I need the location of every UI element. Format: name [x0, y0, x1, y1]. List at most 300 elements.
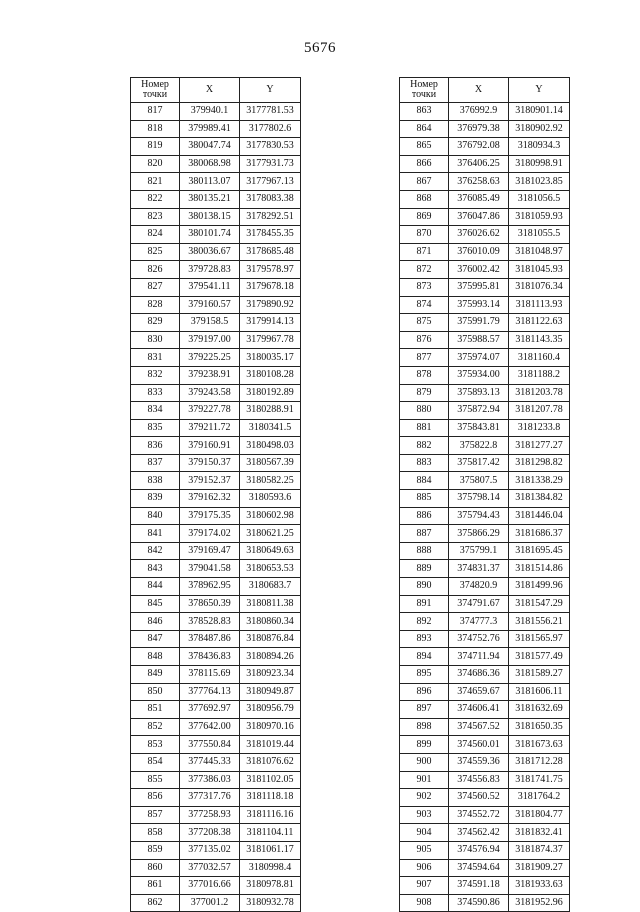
y-cell: 3181547.29	[509, 595, 570, 613]
y-cell: 3180894.26	[240, 648, 301, 666]
point-number-cell: 882	[400, 437, 449, 455]
x-cell: 374831.37	[449, 560, 509, 578]
point-number-cell: 907	[400, 877, 449, 895]
point-number-cell: 852	[131, 718, 180, 736]
point-number-cell: 843	[131, 560, 180, 578]
table-row	[131, 331, 301, 349]
y-cell: 3180970.16	[240, 718, 301, 736]
table-row	[131, 595, 301, 613]
table-row	[131, 173, 301, 191]
y-cell: 3181695.45	[509, 542, 570, 560]
header-y: Y	[509, 78, 570, 103]
x-cell: 379541.11	[180, 278, 240, 296]
table-row	[400, 331, 570, 349]
point-number-cell: 898	[400, 718, 449, 736]
y-cell: 3180956.79	[240, 701, 301, 719]
x-cell: 377692.97	[180, 701, 240, 719]
x-cell: 374820.9	[449, 578, 509, 596]
x-cell: 380135.21	[180, 190, 240, 208]
table-row	[131, 349, 301, 367]
x-cell: 375798.14	[449, 490, 509, 508]
y-cell: 3181632.69	[509, 701, 570, 719]
point-number-cell: 817	[131, 103, 180, 121]
x-cell: 376992.9	[449, 103, 509, 121]
point-number-cell: 859	[131, 841, 180, 859]
point-number-cell: 824	[131, 226, 180, 244]
point-number-cell: 865	[400, 138, 449, 156]
x-cell: 380138.15	[180, 208, 240, 226]
x-cell: 376026.62	[449, 226, 509, 244]
point-number-cell: 860	[131, 859, 180, 877]
table-row	[131, 190, 301, 208]
y-cell: 3181499.96	[509, 578, 570, 596]
table-row	[400, 314, 570, 332]
x-cell: 375974.07	[449, 349, 509, 367]
table-row	[400, 718, 570, 736]
table-row	[131, 226, 301, 244]
x-cell: 377016.66	[180, 877, 240, 895]
point-number-cell: 844	[131, 578, 180, 596]
x-cell: 376002.42	[449, 261, 509, 279]
x-cell: 379169.47	[180, 542, 240, 560]
table-row	[131, 419, 301, 437]
x-cell: 375993.14	[449, 296, 509, 314]
point-number-cell: 881	[400, 419, 449, 437]
table-row	[131, 454, 301, 472]
x-cell: 379197.00	[180, 331, 240, 349]
table-row	[131, 296, 301, 314]
y-cell: 3180593.6	[240, 490, 301, 508]
y-cell: 3181233.8	[509, 419, 570, 437]
point-number-cell: 841	[131, 525, 180, 543]
table-row	[400, 542, 570, 560]
header-point-number: Номер точки	[131, 78, 180, 103]
header-x: X	[180, 78, 240, 103]
point-number-cell: 857	[131, 806, 180, 824]
y-cell: 3180811.38	[240, 595, 301, 613]
y-cell: 3179678.18	[240, 278, 301, 296]
y-cell: 3177802.6	[240, 120, 301, 138]
table-row	[131, 103, 301, 121]
x-cell: 380101.74	[180, 226, 240, 244]
y-cell: 3181650.35	[509, 718, 570, 736]
x-cell: 379243.58	[180, 384, 240, 402]
point-number-cell: 823	[131, 208, 180, 226]
table-row	[131, 542, 301, 560]
x-cell: 375995.81	[449, 278, 509, 296]
y-cell: 3181298.82	[509, 454, 570, 472]
table-row	[131, 736, 301, 754]
y-cell: 3181764.2	[509, 789, 570, 807]
header-x: X	[449, 78, 509, 103]
table-row	[400, 243, 570, 261]
y-cell: 3181686.37	[509, 525, 570, 543]
table-row	[131, 753, 301, 771]
x-cell: 377258.93	[180, 806, 240, 824]
x-cell: 376792.08	[449, 138, 509, 156]
point-number-cell: 894	[400, 648, 449, 666]
table-row	[400, 841, 570, 859]
table-row	[131, 560, 301, 578]
x-cell: 376085.49	[449, 190, 509, 208]
y-cell: 3180932.78	[240, 894, 301, 912]
table-row	[131, 613, 301, 631]
table-row	[131, 578, 301, 596]
table-row	[400, 103, 570, 121]
table-row	[131, 894, 301, 912]
point-number-cell: 831	[131, 349, 180, 367]
x-cell: 378528.83	[180, 613, 240, 631]
y-cell: 3181102.05	[240, 771, 301, 789]
point-number-cell: 820	[131, 155, 180, 173]
point-number-cell: 902	[400, 789, 449, 807]
y-cell: 3181577.49	[509, 648, 570, 666]
point-number-cell: 868	[400, 190, 449, 208]
y-cell: 3181741.75	[509, 771, 570, 789]
x-cell: 376406.25	[449, 155, 509, 173]
table-row	[400, 771, 570, 789]
point-number-cell: 878	[400, 366, 449, 384]
x-cell: 377386.03	[180, 771, 240, 789]
point-number-cell: 825	[131, 243, 180, 261]
table-row	[131, 666, 301, 684]
point-number-cell: 890	[400, 578, 449, 596]
point-number-cell: 872	[400, 261, 449, 279]
y-cell: 3181045.93	[509, 261, 570, 279]
table-row	[400, 190, 570, 208]
point-number-cell: 897	[400, 701, 449, 719]
point-number-cell: 836	[131, 437, 180, 455]
point-number-cell: 883	[400, 454, 449, 472]
x-cell: 378650.39	[180, 595, 240, 613]
y-cell: 3181143.35	[509, 331, 570, 349]
x-cell: 374556.83	[449, 771, 509, 789]
x-cell: 377445.33	[180, 753, 240, 771]
point-number-cell: 845	[131, 595, 180, 613]
table-row	[131, 507, 301, 525]
x-cell: 377642.00	[180, 718, 240, 736]
x-cell: 378436.83	[180, 648, 240, 666]
x-cell: 374591.18	[449, 877, 509, 895]
point-number-cell: 848	[131, 648, 180, 666]
x-cell: 376258.63	[449, 173, 509, 191]
table-row	[400, 402, 570, 420]
table-row	[400, 859, 570, 877]
table-row	[400, 630, 570, 648]
y-cell: 3180934.3	[509, 138, 570, 156]
y-cell: 3181277.27	[509, 437, 570, 455]
point-number-cell: 903	[400, 806, 449, 824]
table-row	[400, 278, 570, 296]
coordinates-table-left	[130, 77, 301, 912]
table-row	[131, 841, 301, 859]
point-number-cell: 900	[400, 753, 449, 771]
y-cell: 3180923.34	[240, 666, 301, 684]
table-row	[131, 278, 301, 296]
y-cell: 3180602.98	[240, 507, 301, 525]
x-cell: 375991.79	[449, 314, 509, 332]
table-row	[400, 525, 570, 543]
point-number-cell: 842	[131, 542, 180, 560]
y-cell: 3181832.41	[509, 824, 570, 842]
table-row	[400, 419, 570, 437]
table-row	[131, 384, 301, 402]
x-cell: 378115.69	[180, 666, 240, 684]
point-number-cell: 830	[131, 331, 180, 349]
x-cell: 375866.29	[449, 525, 509, 543]
point-number-cell: 877	[400, 349, 449, 367]
table-row	[400, 507, 570, 525]
y-cell: 3181338.29	[509, 472, 570, 490]
table-row	[400, 824, 570, 842]
point-number-cell: 829	[131, 314, 180, 332]
page-number: 5676	[304, 40, 336, 56]
x-cell: 378487.86	[180, 630, 240, 648]
table-row	[400, 877, 570, 895]
table-row	[400, 173, 570, 191]
point-number-cell: 886	[400, 507, 449, 525]
point-number-cell: 838	[131, 472, 180, 490]
y-cell: 3180998.4	[240, 859, 301, 877]
y-cell: 3181207.78	[509, 402, 570, 420]
x-cell: 374606.41	[449, 701, 509, 719]
y-cell: 3181874.37	[509, 841, 570, 859]
y-cell: 3181909.27	[509, 859, 570, 877]
point-number-cell: 888	[400, 542, 449, 560]
point-number-cell: 849	[131, 666, 180, 684]
y-cell: 3180998.91	[509, 155, 570, 173]
table-row	[131, 472, 301, 490]
x-cell: 376047.86	[449, 208, 509, 226]
y-cell: 3180288.91	[240, 402, 301, 420]
y-cell: 3181116.16	[240, 806, 301, 824]
table-row	[131, 366, 301, 384]
table-row	[131, 525, 301, 543]
x-cell: 379211.72	[180, 419, 240, 437]
x-cell: 379160.57	[180, 296, 240, 314]
y-cell: 3180621.25	[240, 525, 301, 543]
point-number-cell: 895	[400, 666, 449, 684]
x-cell: 379175.35	[180, 507, 240, 525]
point-number-cell: 908	[400, 894, 449, 912]
point-number-cell: 876	[400, 331, 449, 349]
x-cell: 374590.86	[449, 894, 509, 912]
x-cell: 377001.2	[180, 894, 240, 912]
table-row	[131, 877, 301, 895]
table-row	[400, 789, 570, 807]
x-cell: 377550.84	[180, 736, 240, 754]
x-cell: 380068.98	[180, 155, 240, 173]
table-row	[400, 595, 570, 613]
x-cell: 375817.42	[449, 454, 509, 472]
table-row	[400, 560, 570, 578]
x-cell: 379174.02	[180, 525, 240, 543]
y-cell: 3181565.97	[509, 630, 570, 648]
y-cell: 3178685.48	[240, 243, 301, 261]
x-cell: 375794.43	[449, 507, 509, 525]
table-row	[400, 753, 570, 771]
table-row	[400, 384, 570, 402]
point-number-cell: 822	[131, 190, 180, 208]
point-number-cell: 854	[131, 753, 180, 771]
x-cell: 374560.01	[449, 736, 509, 754]
x-cell: 379158.5	[180, 314, 240, 332]
table-row	[400, 490, 570, 508]
point-number-cell: 874	[400, 296, 449, 314]
y-cell: 3181188.2	[509, 366, 570, 384]
table-row	[131, 261, 301, 279]
x-cell: 375843.81	[449, 419, 509, 437]
point-number-cell: 887	[400, 525, 449, 543]
y-cell: 3181076.34	[509, 278, 570, 296]
table-row	[400, 472, 570, 490]
point-number-cell: 875	[400, 314, 449, 332]
y-cell: 3180108.28	[240, 366, 301, 384]
point-number-cell: 847	[131, 630, 180, 648]
point-number-cell: 858	[131, 824, 180, 842]
x-cell: 379225.25	[180, 349, 240, 367]
point-number-cell: 850	[131, 683, 180, 701]
x-cell: 377208.38	[180, 824, 240, 842]
x-cell: 379041.58	[180, 560, 240, 578]
point-number-cell: 826	[131, 261, 180, 279]
table-row	[400, 648, 570, 666]
y-cell: 3181019.44	[240, 736, 301, 754]
x-cell: 374686.36	[449, 666, 509, 684]
point-number-cell: 855	[131, 771, 180, 789]
x-cell: 375934.00	[449, 366, 509, 384]
table-row	[131, 120, 301, 138]
header-point-number: Номер точки	[400, 78, 449, 103]
point-number-cell: 833	[131, 384, 180, 402]
x-cell: 380113.07	[180, 173, 240, 191]
y-cell: 3180567.39	[240, 454, 301, 472]
table-row	[131, 138, 301, 156]
table-row	[131, 208, 301, 226]
point-number-cell: 828	[131, 296, 180, 314]
point-number-cell: 873	[400, 278, 449, 296]
x-cell: 374752.76	[449, 630, 509, 648]
point-number-cell: 867	[400, 173, 449, 191]
x-cell: 377317.76	[180, 789, 240, 807]
x-cell: 375988.57	[449, 331, 509, 349]
table-row	[400, 138, 570, 156]
y-cell: 3180192.89	[240, 384, 301, 402]
table-row	[400, 155, 570, 173]
x-cell: 375893.13	[449, 384, 509, 402]
y-cell: 3180653.53	[240, 560, 301, 578]
point-number-cell: 856	[131, 789, 180, 807]
y-cell: 3181160.4	[509, 349, 570, 367]
y-cell: 3181804.77	[509, 806, 570, 824]
y-cell: 3179578.97	[240, 261, 301, 279]
y-cell: 3181122.63	[509, 314, 570, 332]
point-number-cell: 901	[400, 771, 449, 789]
y-cell: 3181061.17	[240, 841, 301, 859]
y-cell: 3181712.28	[509, 753, 570, 771]
point-number-cell: 871	[400, 243, 449, 261]
y-cell: 3179890.92	[240, 296, 301, 314]
table-row	[131, 824, 301, 842]
point-number-cell: 869	[400, 208, 449, 226]
table-row	[131, 314, 301, 332]
table-row	[400, 296, 570, 314]
y-cell: 3177830.53	[240, 138, 301, 156]
y-cell: 3180876.84	[240, 630, 301, 648]
point-number-cell: 840	[131, 507, 180, 525]
y-cell: 3181203.78	[509, 384, 570, 402]
x-cell: 374594.64	[449, 859, 509, 877]
y-cell: 3179967.78	[240, 331, 301, 349]
point-number-cell: 851	[131, 701, 180, 719]
x-cell: 374777.3	[449, 613, 509, 631]
y-cell: 3181056.5	[509, 190, 570, 208]
x-cell: 374711.94	[449, 648, 509, 666]
y-cell: 3180683.7	[240, 578, 301, 596]
x-cell: 378962.95	[180, 578, 240, 596]
x-cell: 379152.37	[180, 472, 240, 490]
table-row	[131, 859, 301, 877]
table-row	[400, 454, 570, 472]
point-number-cell: 839	[131, 490, 180, 508]
table-row	[131, 771, 301, 789]
point-number-cell: 889	[400, 560, 449, 578]
header-y: Y	[240, 78, 301, 103]
y-cell: 3180582.25	[240, 472, 301, 490]
table-row	[131, 155, 301, 173]
y-cell: 3181556.21	[509, 613, 570, 631]
x-cell: 379728.83	[180, 261, 240, 279]
table-row	[131, 701, 301, 719]
point-number-cell: 879	[400, 384, 449, 402]
y-cell: 3178083.38	[240, 190, 301, 208]
point-number-cell: 885	[400, 490, 449, 508]
point-number-cell: 891	[400, 595, 449, 613]
point-number-cell: 880	[400, 402, 449, 420]
table-row	[400, 366, 570, 384]
table-row	[131, 630, 301, 648]
y-cell: 3181055.5	[509, 226, 570, 244]
point-number-cell: 837	[131, 454, 180, 472]
table-row	[400, 736, 570, 754]
x-cell: 377764.13	[180, 683, 240, 701]
point-number-cell: 819	[131, 138, 180, 156]
table-row	[131, 243, 301, 261]
table-row	[400, 683, 570, 701]
point-number-cell: 832	[131, 366, 180, 384]
y-cell: 3181104.11	[240, 824, 301, 842]
y-cell: 3181933.63	[509, 877, 570, 895]
y-cell: 3177781.53	[240, 103, 301, 121]
point-number-cell: 846	[131, 613, 180, 631]
y-cell: 3181059.93	[509, 208, 570, 226]
y-cell: 3181076.62	[240, 753, 301, 771]
point-number-cell: 861	[131, 877, 180, 895]
y-cell: 3180860.34	[240, 613, 301, 631]
point-number-cell: 818	[131, 120, 180, 138]
y-cell: 3181606.11	[509, 683, 570, 701]
table-row	[131, 648, 301, 666]
x-cell: 379162.32	[180, 490, 240, 508]
point-number-cell: 863	[400, 103, 449, 121]
x-cell: 374559.36	[449, 753, 509, 771]
x-cell: 379227.78	[180, 402, 240, 420]
x-cell: 374576.94	[449, 841, 509, 859]
y-cell: 3180649.63	[240, 542, 301, 560]
x-cell: 380047.74	[180, 138, 240, 156]
point-number-cell: 906	[400, 859, 449, 877]
point-number-cell: 884	[400, 472, 449, 490]
